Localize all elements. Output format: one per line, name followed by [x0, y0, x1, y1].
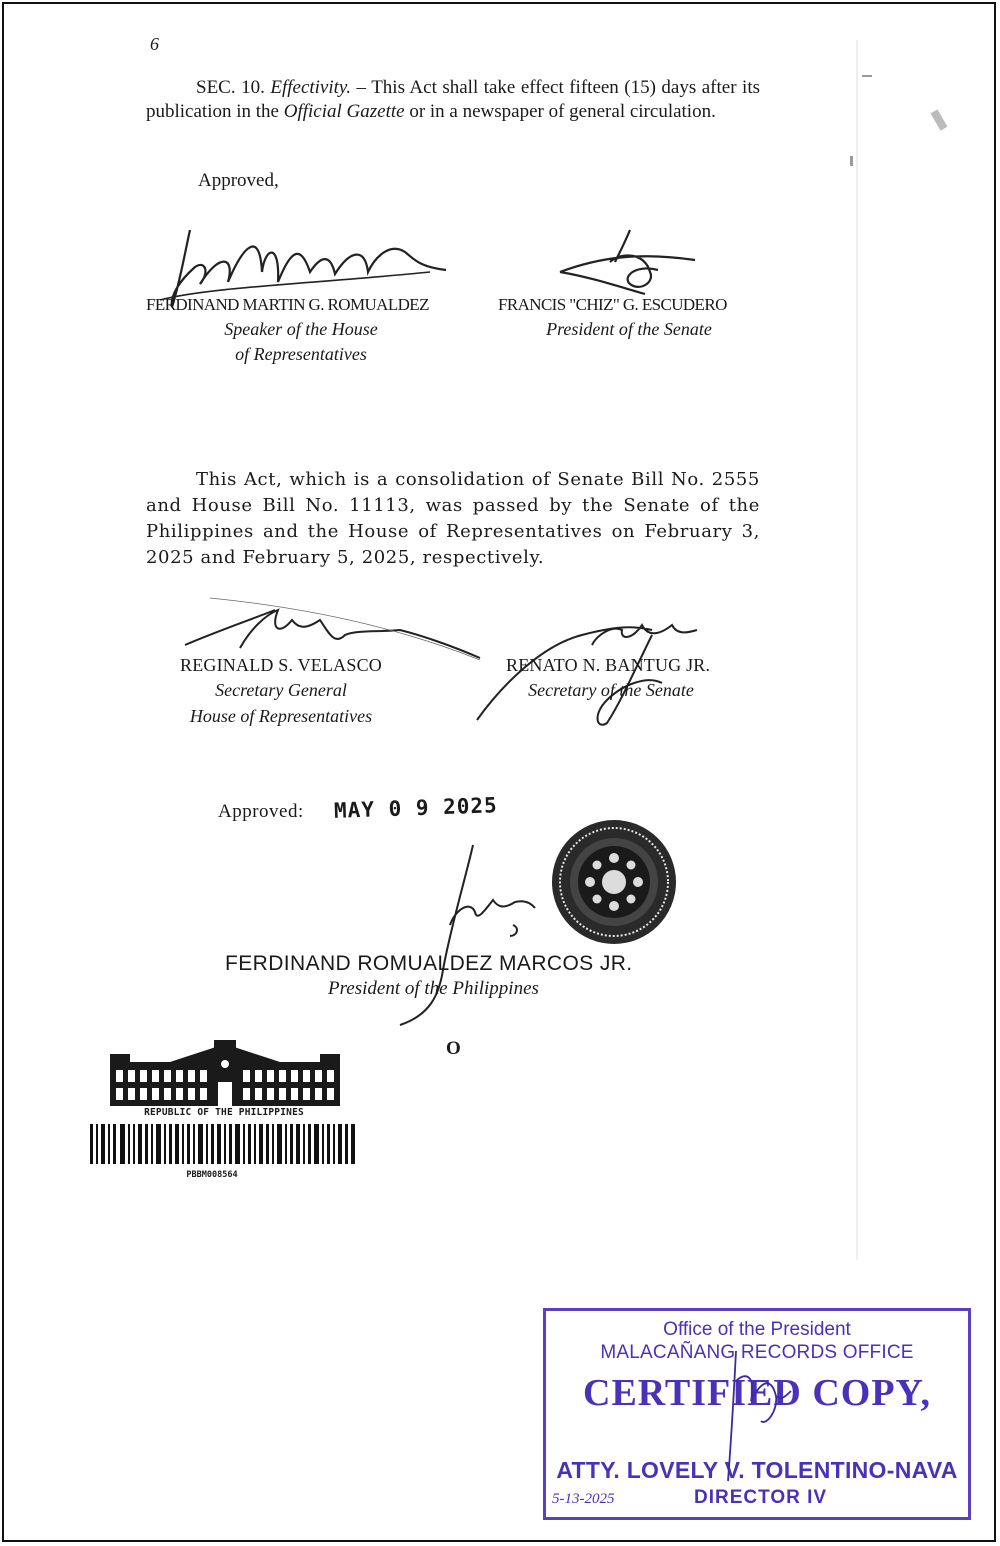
- certified-copy-stamp: [543, 1308, 971, 1520]
- consolidation-paragraph: [146, 467, 760, 571]
- barcode-number: PBBM008564: [186, 1170, 238, 1180]
- scan-mark: [862, 75, 872, 77]
- escudero-signature: [550, 222, 710, 302]
- republic-caption: REPUBLIC OF THE PHILIPPINES: [144, 1107, 304, 1118]
- consolidation-text: This Act, which is a consolidation of Senate Bill No. 2555 and House Bill No. 11113, was passed by the Senate of the Philippines and the House of Representatives on February 3, 2025 and February 5, 2025, respectively.: [146, 469, 760, 568]
- section-heading: Effectivity.: [270, 77, 352, 98]
- stamp-signature: [716, 1341, 806, 1491]
- section-10-paragraph: [146, 76, 760, 124]
- end-mark: O: [446, 1038, 461, 1059]
- signatory-title-bantug: Secretary of the Senate: [528, 680, 694, 700]
- stamp-certified-copy: CERTIFIED COPY,: [583, 1372, 931, 1414]
- signatory-title-velasco-2: House of Representatives: [189, 706, 373, 726]
- signatory-title-escudero: President of the Senate: [546, 319, 712, 339]
- scan-edge-line: [856, 40, 858, 1260]
- signatory-name-bantug: RENATO N. BANTUG JR.: [506, 655, 711, 675]
- signatory-title-velasco-1: Secretary General: [215, 680, 347, 700]
- stamp-officer-name: ATTY. LOVELY V. TOLENTINO-NAVA: [556, 1457, 958, 1483]
- stamp-records-office-line: MALACAÑANG RECORDS OFFICE: [600, 1342, 914, 1363]
- section-text-2: or in a newspaper of general circulation.: [404, 101, 716, 122]
- approval-date-stamp: MAY 0 9 2025: [333, 793, 499, 823]
- president-signature: [395, 840, 545, 1030]
- presidential-seal: [550, 818, 678, 946]
- section-text-1: – This Act shall take effect fifteen (15) days after its publication in the: [146, 77, 760, 122]
- signatory-name-romualdez: FERDINAND MARTIN G. ROMUALDEZ: [146, 295, 429, 314]
- stamp-officer-title: DIRECTOR IV: [694, 1487, 828, 1508]
- page-number: 6: [150, 34, 159, 54]
- signatory-name-escudero: FRANCIS "CHIZ" G. ESCUDERO: [498, 295, 727, 314]
- signatory-title-romualdez-2: of Representatives: [235, 344, 367, 364]
- malacanang-palace-icon: [110, 1040, 340, 1106]
- signatory-title-romualdez-1: Speaker of the House: [224, 319, 378, 339]
- section-lead: SEC. 10.: [196, 77, 265, 98]
- gazette-name: Official Gazette: [283, 101, 405, 122]
- president-title: President of the Philippines: [328, 978, 539, 999]
- approved-label: Approved,: [198, 170, 279, 191]
- president-name: FERDINAND ROMUALDEZ MARCOS JR.: [225, 952, 633, 975]
- stamp-handwritten-date: 5-13-2025: [552, 1491, 615, 1507]
- scan-mark: [850, 156, 853, 166]
- barcode: [90, 1124, 360, 1166]
- signatory-name-velasco: REGINALD S. VELASCO: [180, 655, 382, 675]
- stamp-office-line: Office of the President: [663, 1319, 851, 1340]
- approval-label: Approved:: [218, 801, 304, 822]
